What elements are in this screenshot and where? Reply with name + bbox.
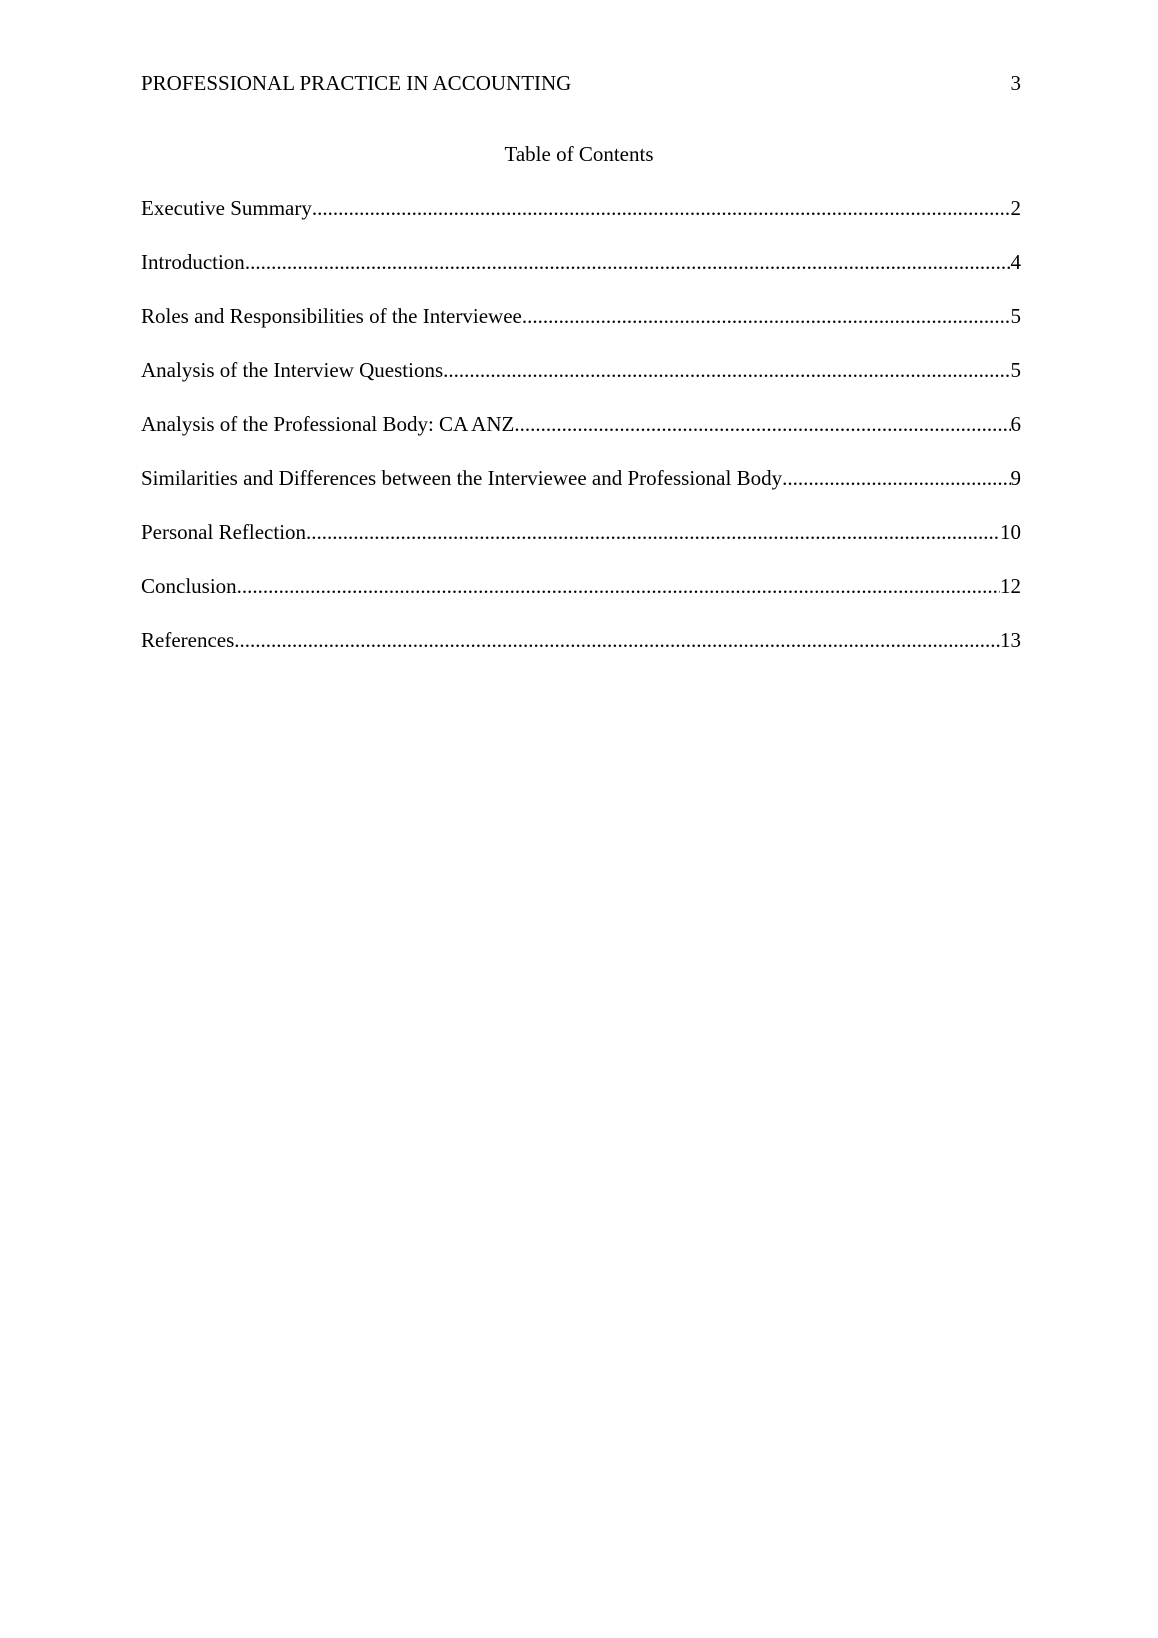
toc-entry-label: Conclusion — [141, 574, 237, 598]
toc-entry-personal-reflection[interactable] — [141, 517, 1021, 571]
dot-leader — [782, 463, 1010, 493]
toc-entry-conclusion[interactable] — [141, 571, 1021, 625]
toc-entry-page: 9 — [1010, 466, 1021, 490]
toc-entry-references[interactable] — [141, 625, 1021, 679]
dot-leader — [306, 517, 1000, 547]
toc-entry-roles-responsibilities[interactable] — [141, 301, 1021, 355]
toc-entry-page: 12 — [1000, 574, 1021, 598]
toc-entry-label: Analysis of the Interview Questions — [141, 358, 444, 382]
toc-heading: Table of Contents — [504, 142, 654, 166]
toc-entry-introduction[interactable] — [141, 247, 1021, 301]
dot-leader — [312, 193, 1011, 223]
dot-leader — [443, 355, 1010, 385]
toc-entry-similarities-differences[interactable] — [141, 463, 1021, 517]
toc-entry-executive-summary[interactable] — [141, 193, 1021, 247]
toc-entry-professional-body[interactable] — [141, 409, 1021, 463]
toc-entry-label: Analysis of the Professional Body: CA ANZ — [141, 412, 515, 436]
dot-leader — [522, 301, 1011, 331]
toc-entry-label: Introduction — [141, 250, 245, 274]
toc-entry-page: 13 — [1000, 628, 1021, 652]
toc-entry-page: 2 — [1010, 196, 1021, 220]
dot-leader — [234, 625, 1000, 655]
toc-entry-page: 5 — [1010, 358, 1021, 382]
toc-entry-label: Personal Reflection — [141, 520, 307, 544]
table-of-contents — [141, 193, 1021, 679]
toc-entry-page: 6 — [1010, 412, 1021, 436]
running-title: PROFESSIONAL PRACTICE IN ACCOUNTING — [141, 71, 572, 95]
toc-entry-label: References — [141, 628, 235, 652]
dot-leader — [245, 247, 1011, 277]
toc-entry-label: Roles and Responsibilities of the Interviewee — [141, 304, 522, 328]
toc-entry-label: Similarities and Differences between the Interviewee and Professional Body — [141, 466, 783, 490]
toc-entry-interview-questions[interactable] — [141, 355, 1021, 409]
toc-entry-page: 5 — [1010, 304, 1021, 328]
dot-leader — [237, 571, 1000, 601]
page-number: 3 — [1010, 71, 1021, 95]
toc-entry-label: Executive Summary — [141, 196, 312, 220]
dot-leader — [514, 409, 1010, 439]
toc-entry-page: 10 — [1000, 520, 1021, 544]
toc-entry-page: 4 — [1010, 250, 1021, 274]
